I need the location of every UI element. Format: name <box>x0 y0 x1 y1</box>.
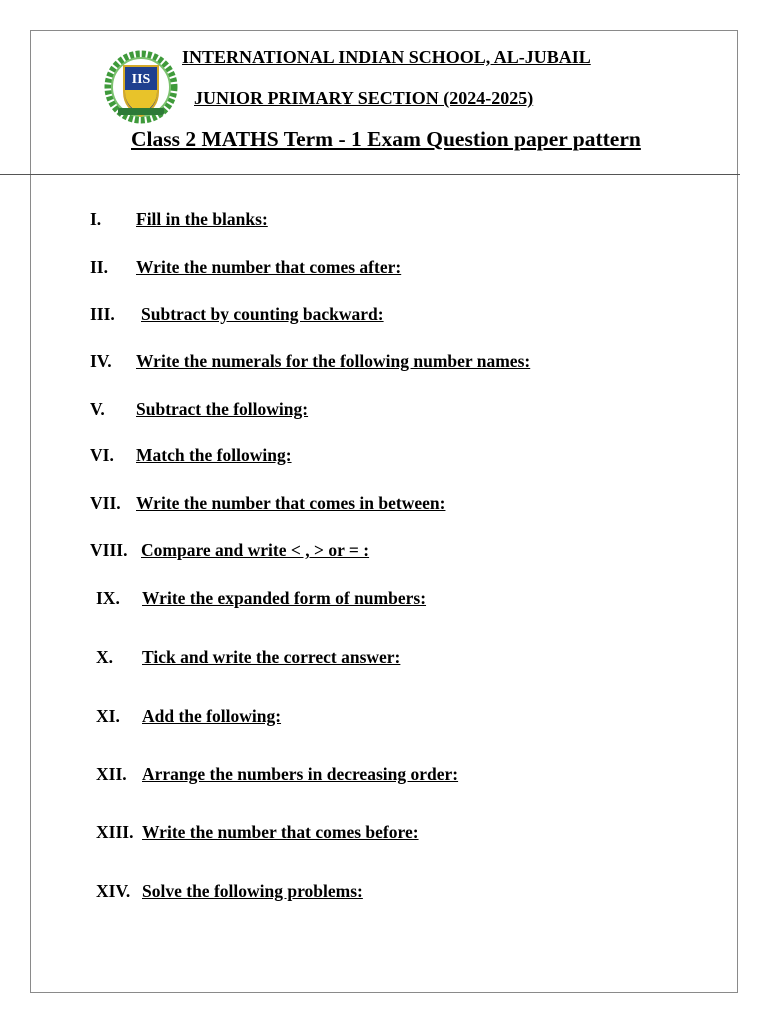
question-text: Write the number that comes in between: <box>136 493 446 513</box>
question-number: II. <box>90 257 108 277</box>
header-divider <box>0 174 740 175</box>
question-number: XIV. <box>96 881 131 901</box>
logo-text: IIS <box>131 72 151 87</box>
question-text: Write the number that comes after: <box>136 257 402 277</box>
school-name: INTERNATIONAL INDIAN SCHOOL, AL-JUBAIL <box>182 47 591 67</box>
question-text: Write the numerals for the following number names: <box>136 351 531 371</box>
question-text: Arrange the numbers in decreasing order: <box>142 764 459 784</box>
question-number: XII. <box>96 764 127 784</box>
question-number: V. <box>90 399 105 419</box>
section-name: JUNIOR PRIMARY SECTION (2024-2025) <box>194 88 534 108</box>
question-text: Match the following: <box>136 445 292 465</box>
question-text: Write the number that comes before: <box>142 822 419 842</box>
question-number: XI. <box>96 706 120 726</box>
question-number: X. <box>96 647 114 667</box>
question-text: Subtract the following: <box>136 399 309 419</box>
question-number: I. <box>90 209 102 229</box>
question-text: Subtract by counting backward: <box>141 304 384 324</box>
question-text: Tick and write the correct answer: <box>142 647 401 667</box>
question-number: III. <box>90 304 115 324</box>
question-number: VIII. <box>90 540 128 560</box>
question-number: VI. <box>90 445 114 465</box>
question-text: Compare and write < , > or = : <box>141 540 370 560</box>
question-number: IV. <box>90 351 112 371</box>
question-number: XIII. <box>96 822 134 842</box>
question-text: Write the expanded form of numbers: <box>142 588 427 608</box>
question-text: Solve the following problems: <box>142 881 363 901</box>
question-text: Add the following: <box>142 706 282 726</box>
page-title: Class 2 MATHS Term - 1 Exam Question paper pattern <box>131 127 641 151</box>
logo-banner <box>118 108 164 115</box>
question-number: VII. <box>90 493 121 513</box>
question-text: Fill in the blanks: <box>136 209 268 229</box>
school-crest-icon <box>104 50 178 124</box>
question-number: IX. <box>96 588 120 608</box>
